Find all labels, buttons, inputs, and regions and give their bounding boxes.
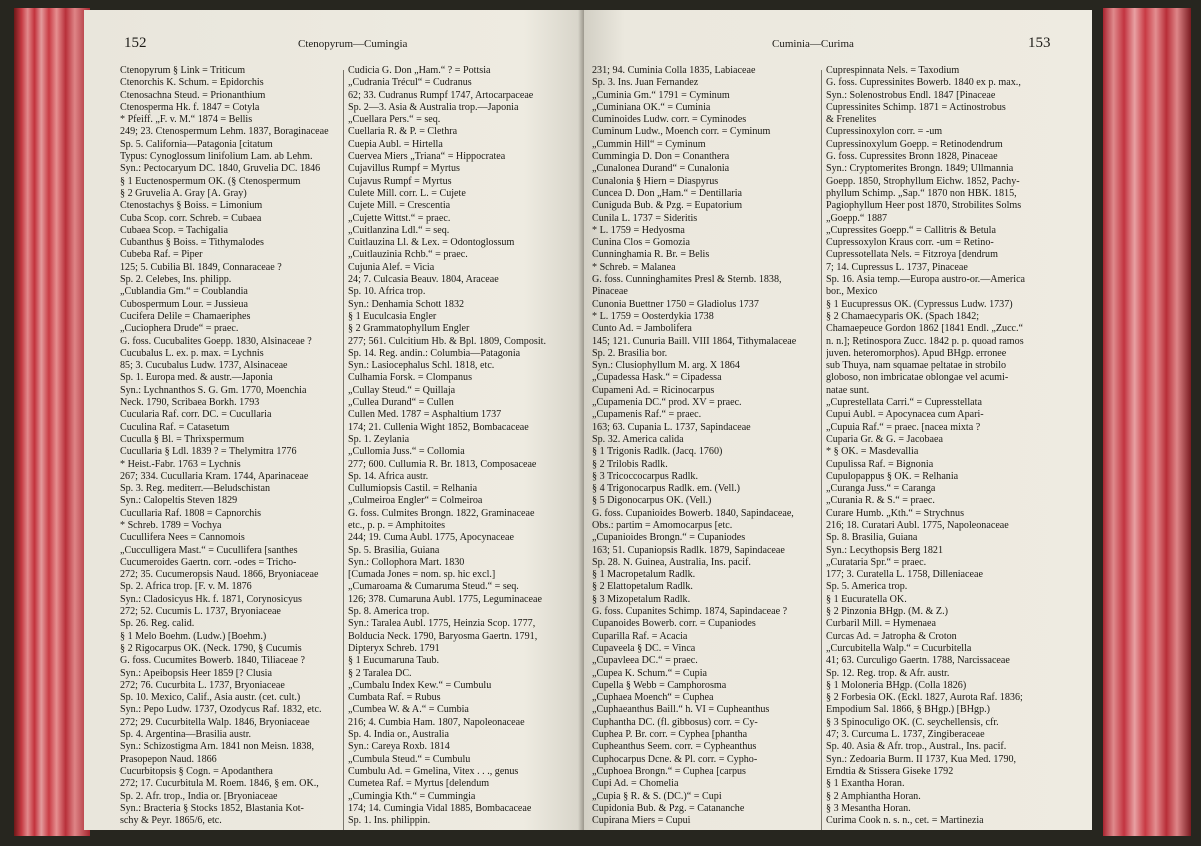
entry-line: Cucumeroides Gaertn. corr. -odes = Tricho- (120, 556, 297, 568)
entry-line: § 1 Euculcasia Engler (348, 310, 437, 322)
entry-line: Cucularia Raf. corr. DC. = Cucullaria (120, 409, 272, 421)
entry-line: Sp. 16. Asia temp.—Europa austro-or.—America (826, 274, 1026, 286)
entry-line: § 2 Amphiantha Horan. (826, 790, 921, 802)
entry-line: Sp. 4. India or., Australia (348, 729, 449, 741)
entry-line: Syn.: Apeibopsis Heer 1859 [? Clusia (120, 667, 272, 679)
entry-line: 249; 23. Ctenospermum Lehm. 1837, Boraginaceae (120, 126, 329, 138)
entry-line: § 4 Trigonocarpus Radlk. em. (Vell.) (592, 483, 741, 495)
entry-line: § 2 Grammatophyllum Engler (348, 323, 470, 335)
right-column-2 (826, 65, 1062, 827)
entry-line: Syn.: Cryptomerites Brongn. 1849; Ullmannia (826, 163, 1014, 175)
entry-line: Syn.: Solenostrobus Endl. 1847 [Pinaceae (826, 89, 996, 101)
entry-line: „Cucculligera Mast.“ = Cucullifera [santhes (120, 544, 298, 556)
entry-line: 174; 14. Cumingia Vidal 1885, Bombacaceae (348, 802, 532, 814)
entry-line: Sp. 5. California—Patagonia [citatum (120, 138, 273, 150)
right-column-rule (821, 70, 822, 830)
entry-line: Cupidonia Bub. & Pzg. = Catananche (592, 802, 745, 814)
entry-line: Erndtia & Stissera Giseke 1792 (826, 765, 954, 777)
entry-line: Ctenopyrum § Link = Triticum (120, 65, 246, 76)
entry-line: Cupheanthus Seem. corr. = Cypheanthus (592, 741, 757, 753)
entry-line: Chamaepeuce Gordon 1862 [1841 Endl. „Zucc.“ (826, 323, 1024, 335)
entry-line: Cucullaria Raf. 1808 = Capnorchis (120, 507, 262, 519)
entry-line: Cupressoxylon Kraus corr. -um = Retino- (826, 237, 994, 249)
entry-line: „Cuphaeanthus Baill.“ h. VI = Cupheanthus (592, 704, 770, 716)
entry-line: „Cunalonea Durand“ = Cunalonia (592, 163, 730, 175)
entry-line: Sp. 40. Asia & Afr. trop., Austral., Ins. pacif. (826, 741, 1007, 753)
entry-line: Cupaveela § DC. = Vinca (592, 642, 696, 654)
entry-line: Cuparilla Raf. = Acacia (592, 630, 688, 642)
entry-line: „Curanga Juss.“ = Caranga (826, 483, 936, 495)
entry-line: * Schreb. = Malanea (592, 261, 676, 273)
entry-line: Syn.: Lychnanthos S. G. Gm. 1770, Moenchia (120, 384, 307, 396)
entry-line: Syn.: Collophora Mart. 1830 (348, 556, 465, 568)
entry-line: Curare Humb. „Kth.“ = Strychnus (826, 507, 965, 519)
entry-line: natae sunt. (826, 384, 870, 396)
entry-line: Sp. 26. Reg. calid. (120, 618, 195, 630)
entry-line: Sp. 4. Argentina—Brasilia austr. (120, 729, 252, 741)
entry-line: Sp. 32. America calida (592, 433, 684, 445)
entry-line: Goepp. 1850, Strophyllum Eichw. 1852, Pachy- (826, 175, 1020, 187)
entry-line: „Cupanioides Brongn.“ = Cupaniodes (592, 532, 746, 544)
entry-line: § 1 Melo Boehm. (Ludw.) [Boehm.) (120, 630, 267, 642)
entry-line: Ctenosperma Hk. f. 1847 = Cotyla (120, 101, 260, 113)
entry-line: „Cumbula Steud.“ = Cumbulu (348, 753, 471, 765)
left-column-1 (120, 65, 338, 827)
entry-line: Cumbata Raf. = Rubus (348, 692, 441, 704)
entry-line: „Curcubitella Walp.“ = Cucurbitella (826, 642, 972, 654)
entry-line: „Goepp.“ 1887 (826, 212, 888, 224)
entry-line: § 2 Trilobis Radlk. (592, 458, 668, 470)
entry-line: Cubospermum Lour. = Jussieua (120, 298, 248, 310)
entry-line: § 3 Tricoccocarpus Radlk. (592, 470, 698, 482)
entry-line: „Curania R. & S.“ = praec. (826, 495, 935, 507)
entry-line: § 1 Eucuratella OK. (826, 593, 907, 605)
entry-line: Cupameni Ad. = Ricinocarpus (592, 384, 715, 396)
entry-line: Cupressotellata Nels. = Fitzroya [dendrum (826, 249, 998, 261)
entry-line: Cubeba Raf. = Piper (120, 249, 203, 261)
entry-line: Sp. 14. Reg. andin.: Columbia—Patagonia (348, 347, 521, 359)
entry-line: „Culmeiroa Engler“ = Colmeiroa (348, 495, 483, 507)
entry-line: Cuellaria R. & P. = Clethra (348, 126, 458, 138)
entry-line: Curcas Ad. = Jatropha & Croton (826, 630, 957, 642)
entry-line: „Cumingia Kth.“ = Cummingia (348, 790, 476, 802)
entry-line: Syn.: Zedoaria Burm. II 1737, Kua Med. 1790, (826, 753, 1017, 765)
entry-line: § 2 Rigocarpus OK. (Neck. 1790, § Cucumis (120, 642, 302, 654)
entry-line: Empodium Sal. 1866, § BHgp.) [BHgp.) (826, 704, 991, 716)
entry-line: Sp. 8. America trop. (348, 606, 430, 618)
entry-line: Sp. 14. Africa austr. (348, 470, 429, 482)
entry-line: Prasopepon Naud. 1866 (120, 753, 217, 765)
entry-line: 145; 121. Cunuria Baill. VIII 1864, Tithymalaceae (592, 335, 797, 347)
entry-line: 24; 7. Culcasia Beauv. 1804, Araceae (348, 274, 499, 286)
entry-line: Sp. 2. Celebes, Ins. philipp. (120, 274, 232, 286)
entry-line: Sp. 5. Brasilia, Guiana (348, 544, 440, 556)
entry-line: § 1 Trigonis Radlk. (Jacq. 1760) (592, 446, 723, 458)
entry-line: 177; 3. Curatella L. 1758, Dilleniaceae (826, 569, 983, 581)
entry-line: 62; 33. Cudranus Rumpf 1747, Artocarpaceae (348, 89, 534, 101)
entry-line: etc., p. p. = Amphitoites (348, 519, 446, 531)
entry-line: 125; 5. Cubilia Bl. 1849, Connaraceae ? (120, 261, 282, 273)
entry-line: Obs.: partim = Amomocarpus [etc. (592, 519, 733, 531)
left-column-rule (343, 70, 344, 830)
entry-line: § 1 Euctenospermum OK. (§ Ctenospermum (120, 175, 301, 187)
left-page (84, 10, 584, 830)
entry-line: Syn.: Taralea Aubl. 1775, Heinzia Scop. 1777, (348, 618, 536, 630)
entry-line: Cumetea Raf. = Myrtus [delendum (348, 778, 490, 790)
entry-line: Culhamia Forsk. = Clompanus (348, 372, 473, 384)
entry-line: Sp. 2. Brasilia bor. (592, 347, 668, 359)
entry-line: Cunninghamia R. Br. = Belis (592, 249, 710, 261)
entry-line: § 2 Chamaecyparis OK. (Spach 1842; (826, 310, 980, 322)
entry-line: „Cuphoea Brongn.“ = Cuphea [carpus (592, 765, 746, 777)
entry-line: sub Thuya, nam squamae peltatae in strobilo (826, 360, 1007, 372)
entry-line: * L. 1759 = Oosterdykia 1738 (592, 310, 714, 322)
entry-line: § 2 Gruvelia A. Gray [A. Gray) (120, 187, 247, 199)
entry-line: „Cullomia Juss.“ = Collomia (348, 446, 465, 458)
entry-line: Syn.: Denhamia Schott 1832 (348, 298, 465, 310)
entry-line: Cupulissa Raf. = Bignonia (826, 458, 934, 470)
entry-line: § 3 Mizopetalum Radlk. (592, 593, 691, 605)
entry-line: Cunina Clos = Gomozia (592, 237, 690, 249)
entry-line: [Cumada Jones = nom. sp. hic excl.] (348, 569, 496, 581)
entry-line: Cudicia G. Don „Ham.“ ? = Pottsia (348, 65, 491, 76)
entry-line: Cucifera Delile = Chamaeriphes (120, 310, 251, 322)
entry-line: 126; 378. Cumaruna Aubl. 1775, Leguminaceae (348, 593, 542, 605)
entry-line: Sp. 12. Reg. trop. & Afr. austr. (826, 667, 950, 679)
entry-line: Cuparia Gr. & G. = Jacobaea (826, 433, 943, 445)
entry-line: Cucubalus L. ex. p. max. = Lychnis (120, 347, 264, 359)
entry-line: Sp. 1. Europa med. & austr.—Japonia (120, 372, 273, 384)
entry-line: 272; 17. Cucurbitula M. Roem. 1846, § em. OK., (120, 778, 319, 790)
entry-line: Cupressinoxylum Goepp. = Retinodendrum (826, 138, 1003, 150)
entry-line: Cuminum Ludw., Moench corr. = Cyminum (592, 126, 771, 138)
entry-line: 272; 35. Cucumeropsis Naud. 1866, Bryoniaceae (120, 569, 319, 581)
entry-line: Sp. 3. Reg. mediterr.—Beludschistan (120, 483, 270, 495)
entry-line: Sp. 10. Mexico, Calif., Asia austr. (cet. cult.) (120, 692, 301, 704)
entry-line: 163; 51. Cupaniopsis Radlk. 1879, Sapindaceae (592, 544, 785, 556)
entry-line: 231; 94. Cuminia Colla 1835, Labiaceae (592, 65, 756, 76)
entry-line: Cuphocarpus Dcne. & Pl. corr. = Cypho- (592, 753, 758, 765)
entry-line: Syn.: Lecythopsis Berg 1821 (826, 544, 944, 556)
entry-line: Sp. 3. Ins. Juan Fernandez (592, 77, 699, 89)
entry-line: „Cumaroama & Cumaruma Steud.“ = seq. (348, 581, 519, 593)
entry-line: Cuba Scop. corr. Schreb. = Cubaea (120, 212, 262, 224)
entry-line: Syn.: Calopeltis Steven 1829 (120, 495, 238, 507)
entry-line: Syn.: Pectocaryum DC. 1840, Gruvelia DC. 1846 (120, 163, 321, 175)
entry-line: § 2 Forbesia OK. (Eckl. 1827, Aurota Raf. 1836; (826, 692, 1023, 704)
entry-line: Sp. 8. Brasilia, Guiana (826, 532, 918, 544)
entry-line: Curima Cook n. s. n., cet. = Martinezia (826, 815, 984, 827)
entry-line: Sp. 2. Afr. trop., India or. [Bryoniaceae (120, 790, 278, 802)
entry-line: phyllum Schimp. „Sap.“ 1870 non HBK. 1815, (826, 187, 1017, 199)
entry-line: Cuitlauzina Ll. & Lex. = Odontoglossum (348, 237, 515, 249)
entry-line: Sp. 5. America trop. (826, 581, 908, 593)
entry-line: Cuculina Raf. = Catasetum (120, 421, 230, 433)
entry-line: Cuprespinnata Nels. = Taxodium (826, 65, 960, 76)
entry-line: juven. heteromorphos). Apud BHgp. erronee (826, 347, 1007, 359)
entry-line: Cumbulu Ad. = Gmelina, Vitex . . ., genus (348, 765, 519, 777)
entry-line: 47; 3. Curcuma L. 1737, Zingiberaceae (826, 729, 985, 741)
entry-line: Cuphea P. Br. corr. = Cyphea [phantha (592, 729, 748, 741)
entry-line: * L. 1759 = Hedyosma (592, 224, 685, 236)
entry-line: Syn.: Lasiocephalus Schl. 1818, etc. (348, 360, 495, 372)
entry-line: „Cudrania Trécul“ = Cudranus (348, 77, 472, 89)
entry-line: „Cuellara Pers.“ = seq. (348, 114, 441, 126)
entry-line: Cuminoides Ludw. corr. = Cyminodes (592, 114, 747, 126)
entry-line: „Cupea K. Schum.“ = Cupia (592, 667, 708, 679)
entry-line: „Cupavleea DC.“ = praec. (592, 655, 698, 667)
entry-line: Cupulopappus § OK. = Relhania (826, 470, 959, 482)
entry-line: 267; 334. Cucullaria Kram. 1744, Aparinaceae (120, 470, 309, 482)
entry-line: Pagiophyllum Heer post 1870, Strobilites Solms (826, 200, 1022, 212)
entry-line: Curbaril Mill. = Hymenaea (826, 618, 936, 630)
entry-line: § 1 Exantha Horan. (826, 778, 905, 790)
entry-line: G. foss. Cupressinites Bowerb. 1840 ex p. max., (826, 77, 1021, 89)
left-page-number: 152 (124, 35, 147, 51)
entry-line: n. n.]; Retinospora Zucc. 1842 p. p. quoad ramos (826, 335, 1024, 347)
entry-line: „Cullea Durand“ = Cullen (348, 397, 454, 409)
right-column-1 (592, 65, 818, 827)
entry-line: Cupui Aubl. = Apocynacea cum Apari- (826, 409, 984, 421)
entry-line: „Cublandia Gm.“ = Coublandia (120, 286, 248, 298)
entry-line: „Cupuia Raf.“ = praec. [nacea mixta ? (826, 421, 981, 433)
entry-line: 272; 52. Cucumis L. 1737, Bryoniaceae (120, 606, 281, 618)
entry-line: „Cuphaea Moench“ = Cuphea (592, 692, 714, 704)
entry-line: G. foss. Cucumites Bowerb. 1840, Tiliaceae ? (120, 655, 306, 667)
entry-line: Cucurbitopsis § Cogn. = Apodanthera (120, 765, 273, 777)
entry-line: Sp. 2—3. Asia & Australia trop.—Japonia (348, 101, 519, 113)
entry-line: 272; 29. Cucurbitella Walp. 1846, Bryoniaceae (120, 716, 310, 728)
entry-line: Ctenosachna Steud. = Prionanthium (120, 89, 266, 101)
entry-line: Cupi Ad. = Chomelia (592, 778, 679, 790)
entry-line: Cunto Ad. = Jambolifera (592, 323, 692, 335)
entry-line: G. foss. Cupanioides Bowerb. 1840, Sapindaceae, (592, 507, 794, 519)
entry-line: Sp. 28. N. Guinea, Australia, Ins. pacif. (592, 556, 751, 568)
entry-line: Pinaceae (592, 286, 628, 298)
entry-line: „Cuprestellata Carri.“ = Cupresstellata (826, 397, 982, 409)
entry-line: „Cuitlanzina Ldl.“ = seq. (348, 224, 450, 236)
entry-line: § 2 Elattopetalum Radlk. (592, 581, 693, 593)
entry-line: Ctenostachys § Boiss. = Limonium (120, 200, 263, 212)
entry-line: 41; 63. Curculigo Gaertn. 1788, Narcissaceae (826, 655, 1010, 667)
entry-line: Cummingia D. Don = Conanthera (592, 151, 730, 163)
book-edge-right (1103, 8, 1191, 836)
entry-line: 244; 19. Cuma Aubl. 1775, Apocynaceae (348, 532, 514, 544)
entry-line: „Cuminiana OK.“ = Cuminia (592, 101, 711, 113)
left-running-head: Ctenopyrum—Cumingia (298, 38, 408, 50)
entry-line: „Cummin Hill“ = Cyminum (592, 138, 706, 150)
entry-line: G. foss. Culmites Brongn. 1822, Graminaceae (348, 507, 535, 519)
entry-line: 277; 561. Culcitium Hb. & Bpl. 1809, Composit. (348, 335, 546, 347)
entry-line: Cuculla § Bl. = Thrixspermum (120, 433, 245, 445)
entry-line: § 5 Digonocarpus OK. (Vell.) (592, 495, 712, 507)
entry-line: § 1 Macropetalum Radlk. (592, 569, 696, 581)
entry-line: schy & Peyr. 1865/6, etc. (120, 815, 222, 827)
entry-line: „Cupia § R. & S. (DC.)“ = Cupi (592, 790, 722, 802)
entry-line: Ctenorchis K. Schum. = Epidorchis (120, 77, 264, 89)
entry-line: 216; 4. Cumbia Ham. 1807, Napoleonaceae (348, 716, 525, 728)
left-column-2 (348, 65, 578, 827)
entry-line: Cullumiopsis Castil. = Relhania (348, 483, 478, 495)
entry-line: Syn.: Cladosicyus Hk. f. 1871, Corynosicyus (120, 593, 302, 605)
entry-line: G. foss. Cunninghamites Presl & Sternb. 1838, (592, 274, 782, 286)
entry-line: Cucullifera Nees = Cannomois (120, 532, 245, 544)
entry-line: § 2 Taralea DC. (348, 667, 412, 679)
entry-line: „Cupressites Goepp.“ = Callitris & Betula (826, 224, 996, 236)
entry-line: Culete Mill. corr. L. = Cujete (348, 187, 466, 199)
entry-line: 163; 63. Cupania L. 1737, Sapindaceae (592, 421, 751, 433)
entry-line: Cuphantha DC. (fl. gibbosus) corr. = Cy- (592, 716, 758, 728)
entry-line: Cuepia Aubl. = Hirtella (348, 138, 443, 150)
entry-line: Cucullaria § Ldl. 1839 ? = Thelymitra 1776 (120, 446, 297, 458)
entry-line: Cuervea Miers „Triana“ = Hippocratea (348, 151, 506, 163)
entry-line: Syn.: Clusiophyllum M. arg. X 1864 (592, 360, 740, 372)
entry-line: Bolducia Neck. 1790, Baryosma Gaertn. 1791, (348, 630, 538, 642)
entry-line: Cujavillus Rumpf = Myrtus (348, 163, 460, 175)
entry-line: Cunila L. 1737 = Sideritis (592, 212, 698, 224)
entry-line: „Cupamenia DC.“ prod. XV = praec. (592, 397, 742, 409)
entry-line: Cupirana Miers = Cupui (592, 815, 691, 827)
book-edge-left (14, 8, 90, 836)
entry-line: Cullen Med. 1787 = Asphaltium 1737 (348, 409, 502, 421)
entry-line: Cupanoides Bowerb. corr. = Cupaniodes (592, 618, 756, 630)
entry-line: Sp. 2. Africa trop. [F. v. M. 1876 (120, 581, 252, 593)
entry-line: Cuncea D. Don „Ham.“ = Dentillaria (592, 187, 743, 199)
entry-line: 7; 14. Cupressus L. 1737, Pinaceae (826, 261, 968, 273)
entry-line: 216; 18. Curatari Aubl. 1775, Napoleonaceae (826, 519, 1009, 531)
entry-line: Cubanthus § Boiss. = Tithymalodes (120, 237, 264, 249)
entry-line: Cujunia Alef. = Vicia (348, 261, 435, 273)
entry-line: globoso, non imbricatae oblongae vel acumi- (826, 372, 1009, 384)
entry-line: Cunonia Buettner 1750 = Gladiolus 1737 (592, 298, 759, 310)
entry-line: G. foss. Cupressites Bronn 1828, Pinaceae (826, 151, 998, 163)
entry-line: „Cumbea W. & A.“ = Cumbia (348, 704, 469, 716)
entry-line: § 1 Moloneria BHgp. (Colla 1826) (826, 679, 967, 691)
entry-line: 174; 21. Cullenia Wight 1852, Bombacaceae (348, 421, 529, 433)
entry-line: Sp. 1. Ins. philippin. (348, 815, 431, 827)
entry-line: Syn.: Bracteria § Stocks 1852, Blastania Kot- (120, 802, 304, 814)
entry-line: * Heist.-Fabr. 1763 = Lychnis (120, 458, 241, 470)
entry-line: & Frenelites (826, 114, 877, 126)
right-running-head: Cuminia—Curima (772, 38, 854, 50)
right-page-number: 153 (1028, 35, 1051, 51)
entry-line: Syn.: Pepo Ludw. 1737, Ozodycus Raf. 1832, etc. (120, 704, 322, 716)
entry-line: „Cuminia Gm.“ 1791 = Cyminum (592, 89, 730, 101)
entry-line: „Cupadessa Hask.“ = Cipadessa (592, 372, 722, 384)
entry-line: Dipteryx Schreb. 1791 (348, 642, 440, 654)
entry-line: „Cuitlauzinia Rchb.“ = praec. (348, 249, 468, 261)
entry-line: § 2 Pinzonia BHgp. (M. & Z.) (826, 606, 948, 618)
entry-line: * § OK. = Masdevallia (826, 446, 919, 458)
entry-line: Syn.: Careya Roxb. 1814 (348, 741, 450, 753)
entry-line: Syn.: Schizostigma Arn. 1841 non Meisn. 1838, (120, 741, 315, 753)
entry-line: § 1 Eucupressus OK. (Cypressus Ludw. 1737) (826, 298, 1013, 310)
entry-line: 277; 600. Cullumia R. Br. 1813, Composaceae (348, 458, 537, 470)
entry-line: § 1 Eucumaruna Taub. (348, 655, 440, 667)
entry-line: 272; 76. Cucurbita L. 1737, Bryoniaceae (120, 679, 285, 691)
entry-line: Typus: Cynoglossum linifolium Lam. ab Lehm. (120, 151, 313, 163)
entry-line: * Schreb. 1789 = Vochya (120, 519, 222, 531)
entry-line: Cujete Mill. = Crescentia (348, 200, 451, 212)
entry-line: Cupressinoxylon corr. = -um (826, 126, 943, 138)
entry-line: G. foss. Cucubalites Goepp. 1830, Alsinaceae ? (120, 335, 312, 347)
entry-line: 85; 3. Cucubalus Ludw. 1737, Alsinaceae (120, 360, 288, 372)
entry-line: * Pfeiff. „F. v. M.“ 1874 = Bellis (120, 114, 253, 126)
entry-line: Cunalonia § Hiern = Diaspyrus (592, 175, 719, 187)
entry-line: Cubaea Scop. = Tachigalia (120, 224, 228, 236)
entry-line: bor., Mexico (826, 286, 878, 298)
entry-line: „Cupamenis Raf.“ = praec. (592, 409, 702, 421)
entry-line: „Cuciophera Drude“ = praec. (120, 323, 239, 335)
entry-line: „Curataria Spr.“ = praec. (826, 556, 927, 568)
right-page (584, 10, 1092, 830)
entry-line: „Cumbalu Index Kew.“ = Cumbulu (348, 679, 492, 691)
entry-line: Cupella § Webb = Camphorosma (592, 679, 727, 691)
entry-line: Cupressinites Schimp. 1871 = Actinostrobus (826, 101, 1006, 113)
entry-line: Cuniguda Bub. & Pzg. = Eupatorium (592, 200, 743, 212)
entry-line: „Cujette Wittst.“ = praec. (348, 212, 451, 224)
entry-line: § 3 Mesantha Horan. (826, 802, 911, 814)
entry-line: § 3 Spinoculigo OK. (C. seychellensis, cfr. (826, 716, 999, 728)
entry-line: Cujavus Rumpf = Myrtus (348, 175, 452, 187)
entry-line: Sp. 10. Africa trop. (348, 286, 426, 298)
entry-line: Neck. 1790, Scribaea Borkh. 1793 (120, 397, 260, 409)
entry-line: Sp. 1. Zeylania (348, 433, 410, 445)
entry-line: „Cullay Steud.“ = Quillaja (348, 384, 456, 396)
entry-line: G. foss. Cupanites Schimp. 1874, Sapindaceae ? (592, 606, 788, 618)
